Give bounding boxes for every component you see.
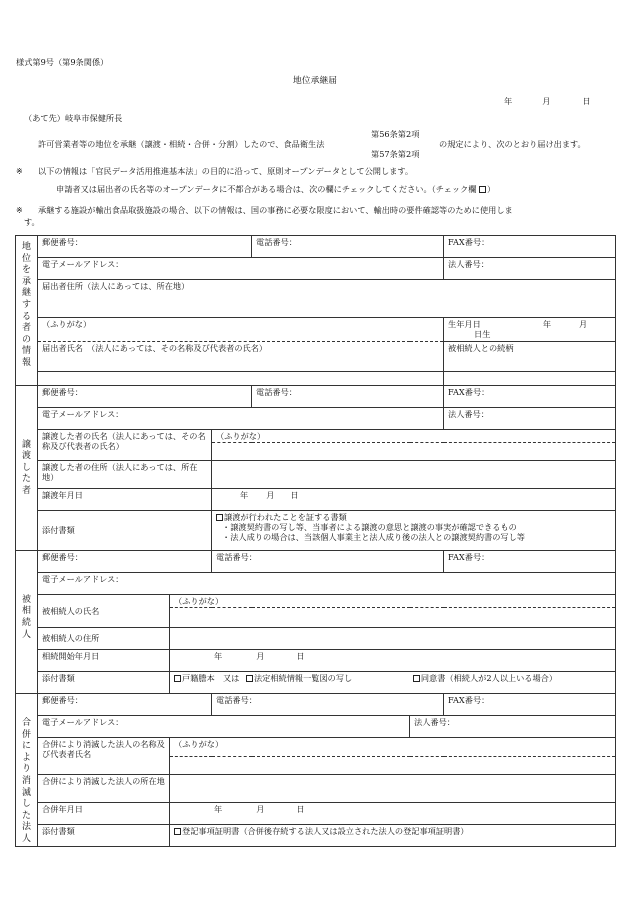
s3-family-register-checkbox[interactable] [174,675,181,682]
s3-name-label: 被相続人の氏名 [38,594,170,627]
open-data-optout-text: 申請者又は届出者の氏名等のオープンデータに不都合がある場合は、次の欄にチェックしてください。（チェック欄 [56,184,477,194]
date-day-label: 日 [582,96,591,106]
s1-corp-number-field[interactable]: 法人番号： [444,258,616,280]
s4-date-label: 合併年月日 [38,802,170,824]
s3-consent-label: 同意書（相続人が2人以上いる場合） [420,673,558,683]
s2-doc-item-1: ・譲渡契約書の写し等、当事者による譲渡の意思と譲渡の事実が確認できるもの [222,522,517,532]
s1-address-field[interactable]: 届出者住所（法人にあっては、所在地） [38,280,616,318]
s1-birthdate-field[interactable]: 生年月日 年 月日生 [444,318,616,342]
s4-registry-cert-checkbox[interactable] [174,828,181,835]
s2-doc-item-2: ・法人成りの場合は、当該個人事業主と法人成り後の法人との譲渡契約書の写し等 [222,532,525,543]
document-title: 地位承継届 [293,76,337,86]
date-month-label: 月 [542,96,551,106]
s1-fax-field[interactable]: FAX番号： [444,236,616,258]
s3-name-field[interactable] [170,608,616,628]
s1-email-field[interactable]: 電子メールアドレス： [38,258,444,280]
date-year-label: 年 [504,96,513,106]
s4-postal-field[interactable]: 郵便番号： [38,694,212,716]
s2-date-field[interactable]: 年 月 日 [212,488,616,510]
s2-address-label: 譲渡した者の住所（法人にあっては、所在地） [38,460,212,488]
s1-spacer-cell [444,371,616,385]
s3-consent-checkbox[interactable] [413,675,420,682]
s4-name-field[interactable] [170,756,616,774]
s3-attachments-label: 添付書類 [38,672,170,694]
s1-relation-field[interactable]: 被相続人との続柄 [444,341,616,371]
s3-furigana-field[interactable]: （ふりがな） [170,594,616,607]
section3-label: 被相続人 [16,550,38,693]
s4-corp-number-field[interactable]: 法人番号： [410,716,616,738]
s3-statutory-heirs-checkbox[interactable] [246,675,253,682]
s2-transfer-proof-label: 譲渡が行われたことを証する書類 [224,511,347,522]
s3-address-field[interactable] [170,628,616,650]
s4-fax-field[interactable]: FAX番号： [444,694,616,716]
s1-postal-field[interactable]: 郵便番号： [38,236,252,258]
s4-name-label: 合併により消滅した法人の名称及び代表者氏名 [38,738,170,775]
s1-phone-field[interactable]: 電話番号： [252,236,444,258]
note-mark: ※ [16,166,23,176]
s2-attachments-field [212,510,616,550]
s2-attachments-label: 添付書類 [38,510,212,550]
s2-phone-field[interactable]: 電話番号： [252,385,444,407]
open-data-optout-note [56,184,495,194]
s2-postal-field[interactable]: 郵便番号： [38,385,252,407]
open-data-optout-close: ） [487,184,496,194]
s4-furigana-field[interactable]: （ふりがな） [170,738,616,757]
article-56-option: 第56条第2項 [371,129,420,139]
s1-spacer-cell [38,371,444,385]
s1-furigana-field[interactable]: （ふりがな） [38,318,444,342]
s4-phone-field[interactable]: 電話番号： [212,694,444,716]
open-data-note: 以下の情報は「官民データ活用推進基本法」の目的に沿って、原則オープンデータとして公開します。 [38,166,414,176]
s3-statutory-heirs-label: 法定相続情報一覧図の写し [253,673,353,683]
export-note-cont: す。 [24,217,40,227]
s2-furigana-field[interactable]: （ふりがな） [212,429,616,442]
s4-email-field[interactable]: 電子メールアドレス： [38,716,410,738]
s3-email-field[interactable]: 電子メールアドレス： [38,572,616,594]
s3-date-field[interactable]: 年 月 日 [170,650,616,672]
s2-fax-field[interactable]: FAX番号： [444,385,616,407]
s3-address-label: 被相続人の住所 [38,628,170,650]
s3-phone-field[interactable]: 電話番号： [212,550,444,572]
s4-attachments-label: 添付書類 [38,824,170,846]
s3-attachments-field [170,672,616,694]
article-57-option: 第57条第2項 [371,149,420,159]
form-number-label: 様式第9号（第9条関係） [16,57,109,67]
export-note: 承継する施設が輸出食品取扱施設の場合、以下の情報は、国の事務に必要な限度において、輸出時の要件確認等のために使用しま [38,205,513,215]
succession-form-table [15,235,616,847]
section2-label: 譲渡した者 [16,385,38,550]
s4-date-field[interactable]: 年 月 日 [170,802,616,824]
section4-label: 合併により消滅した法人 [16,694,38,847]
note-mark: ※ [16,205,23,215]
s3-date-label: 相続開始年月日 [38,650,170,672]
s2-name-label: 譲渡した者の氏名（法人にあっては、その名称及び代表者の氏名） [38,429,212,460]
s1-name-field[interactable]: 届出者氏名 （法人にあっては、その名称及び代表者の氏名） [38,341,444,371]
s4-address-label: 合併により消滅した法人の所在地 [38,774,170,802]
s4-registry-cert-label: 登記事項証明書（合併後存続する法人又は設立された法人の登記事項証明書） [182,825,469,836]
open-data-optout-checkbox[interactable] [479,186,486,193]
s2-address-field[interactable] [212,460,616,488]
s2-email-field[interactable]: 電子メールアドレス： [38,407,444,429]
s4-attachments-field [170,824,616,846]
s2-transfer-proof-checkbox[interactable] [216,514,223,521]
s2-date-label: 譲渡年月日 [38,488,212,510]
s2-name-field[interactable] [212,442,616,460]
section1-label: 地位を承継する者の情報 [16,236,38,386]
s4-address-field[interactable] [170,774,616,802]
submission-date [504,96,591,106]
s3-postal-field[interactable]: 郵便番号： [38,550,212,572]
addressee: （あて先）岐阜市保健所長 [24,113,123,123]
s2-corp-number-field[interactable]: 法人番号： [444,407,616,429]
intro-text: 許可営業者等の地位を承継（譲渡・相続・合併・分割）したので、食品衛生法 [38,139,325,149]
s3-fax-field[interactable]: FAX番号： [444,550,616,572]
s3-family-register-label: 戸籍謄本 又は [182,673,240,683]
intro-text-end: の規定により、次のとおり届け出ます。 [439,139,586,149]
